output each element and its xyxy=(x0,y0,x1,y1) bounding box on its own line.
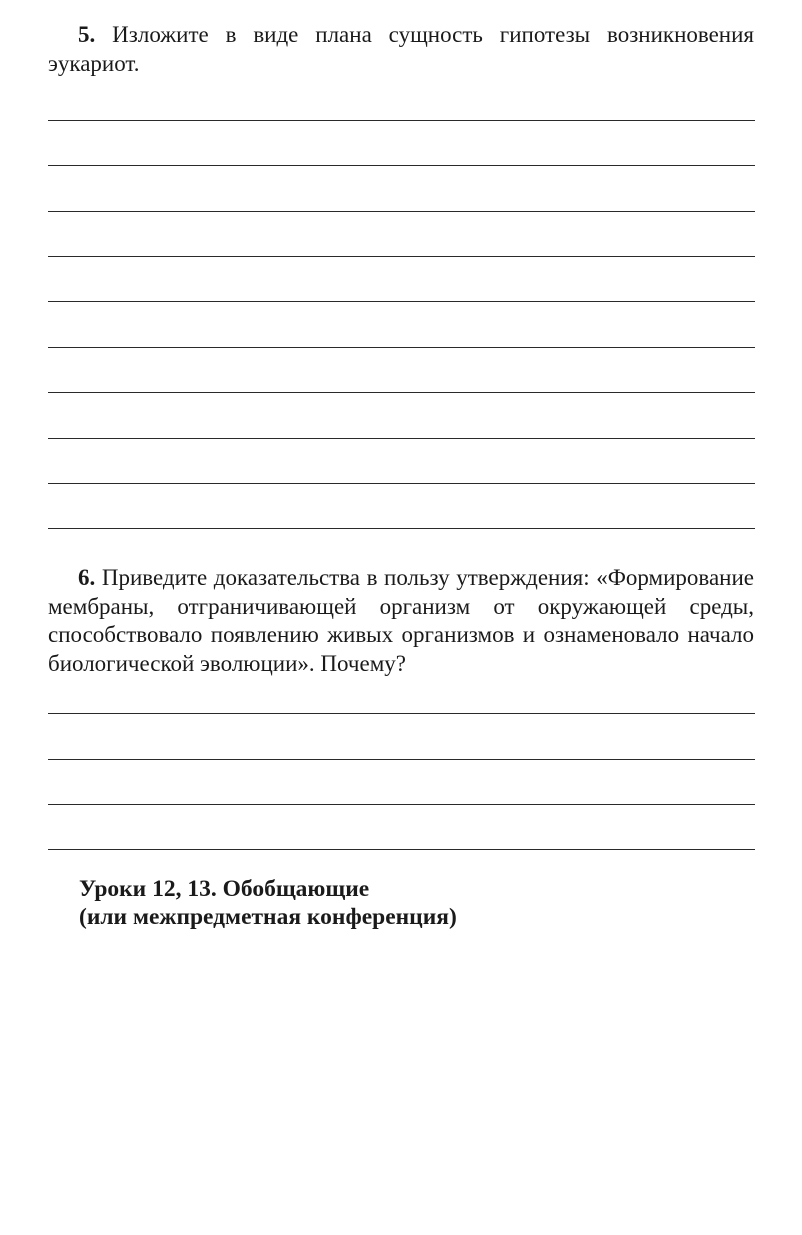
answer-line[interactable] xyxy=(48,165,755,166)
answer-line[interactable] xyxy=(48,120,755,121)
answer-line[interactable] xyxy=(48,804,755,805)
question-5-number: 5. xyxy=(78,22,96,47)
question-6 xyxy=(48,564,754,678)
answer-line[interactable] xyxy=(48,483,755,484)
answer-line[interactable] xyxy=(48,528,755,529)
section-heading-line-2: (или межпредметная конференция) xyxy=(79,904,457,930)
section-heading-line-1: Уроки 12, 13. Обобщающие xyxy=(79,876,370,902)
question-5 xyxy=(48,21,754,78)
answer-line[interactable] xyxy=(48,759,755,760)
question-5-text: Изложите в виде плана сущность гипотезы возникновения эукариот. xyxy=(48,22,755,76)
question-6-number: 6. xyxy=(78,565,96,590)
answer-line[interactable] xyxy=(48,713,755,714)
answer-line[interactable] xyxy=(48,301,755,302)
answer-line[interactable] xyxy=(48,347,755,348)
answer-line[interactable] xyxy=(48,438,755,439)
answer-line[interactable] xyxy=(48,849,755,850)
question-6-text: Приведите доказательства в пользу утверждения: «Формирование мембраны, отграничивающей организм от окружающей среды, способствовало появлению живых организмов и ознаменовало начало биологической эволюции». Почему? xyxy=(48,565,754,676)
answer-line[interactable] xyxy=(48,256,755,257)
section-heading xyxy=(79,875,457,931)
answer-line[interactable] xyxy=(48,392,755,393)
answer-line[interactable] xyxy=(48,211,755,212)
